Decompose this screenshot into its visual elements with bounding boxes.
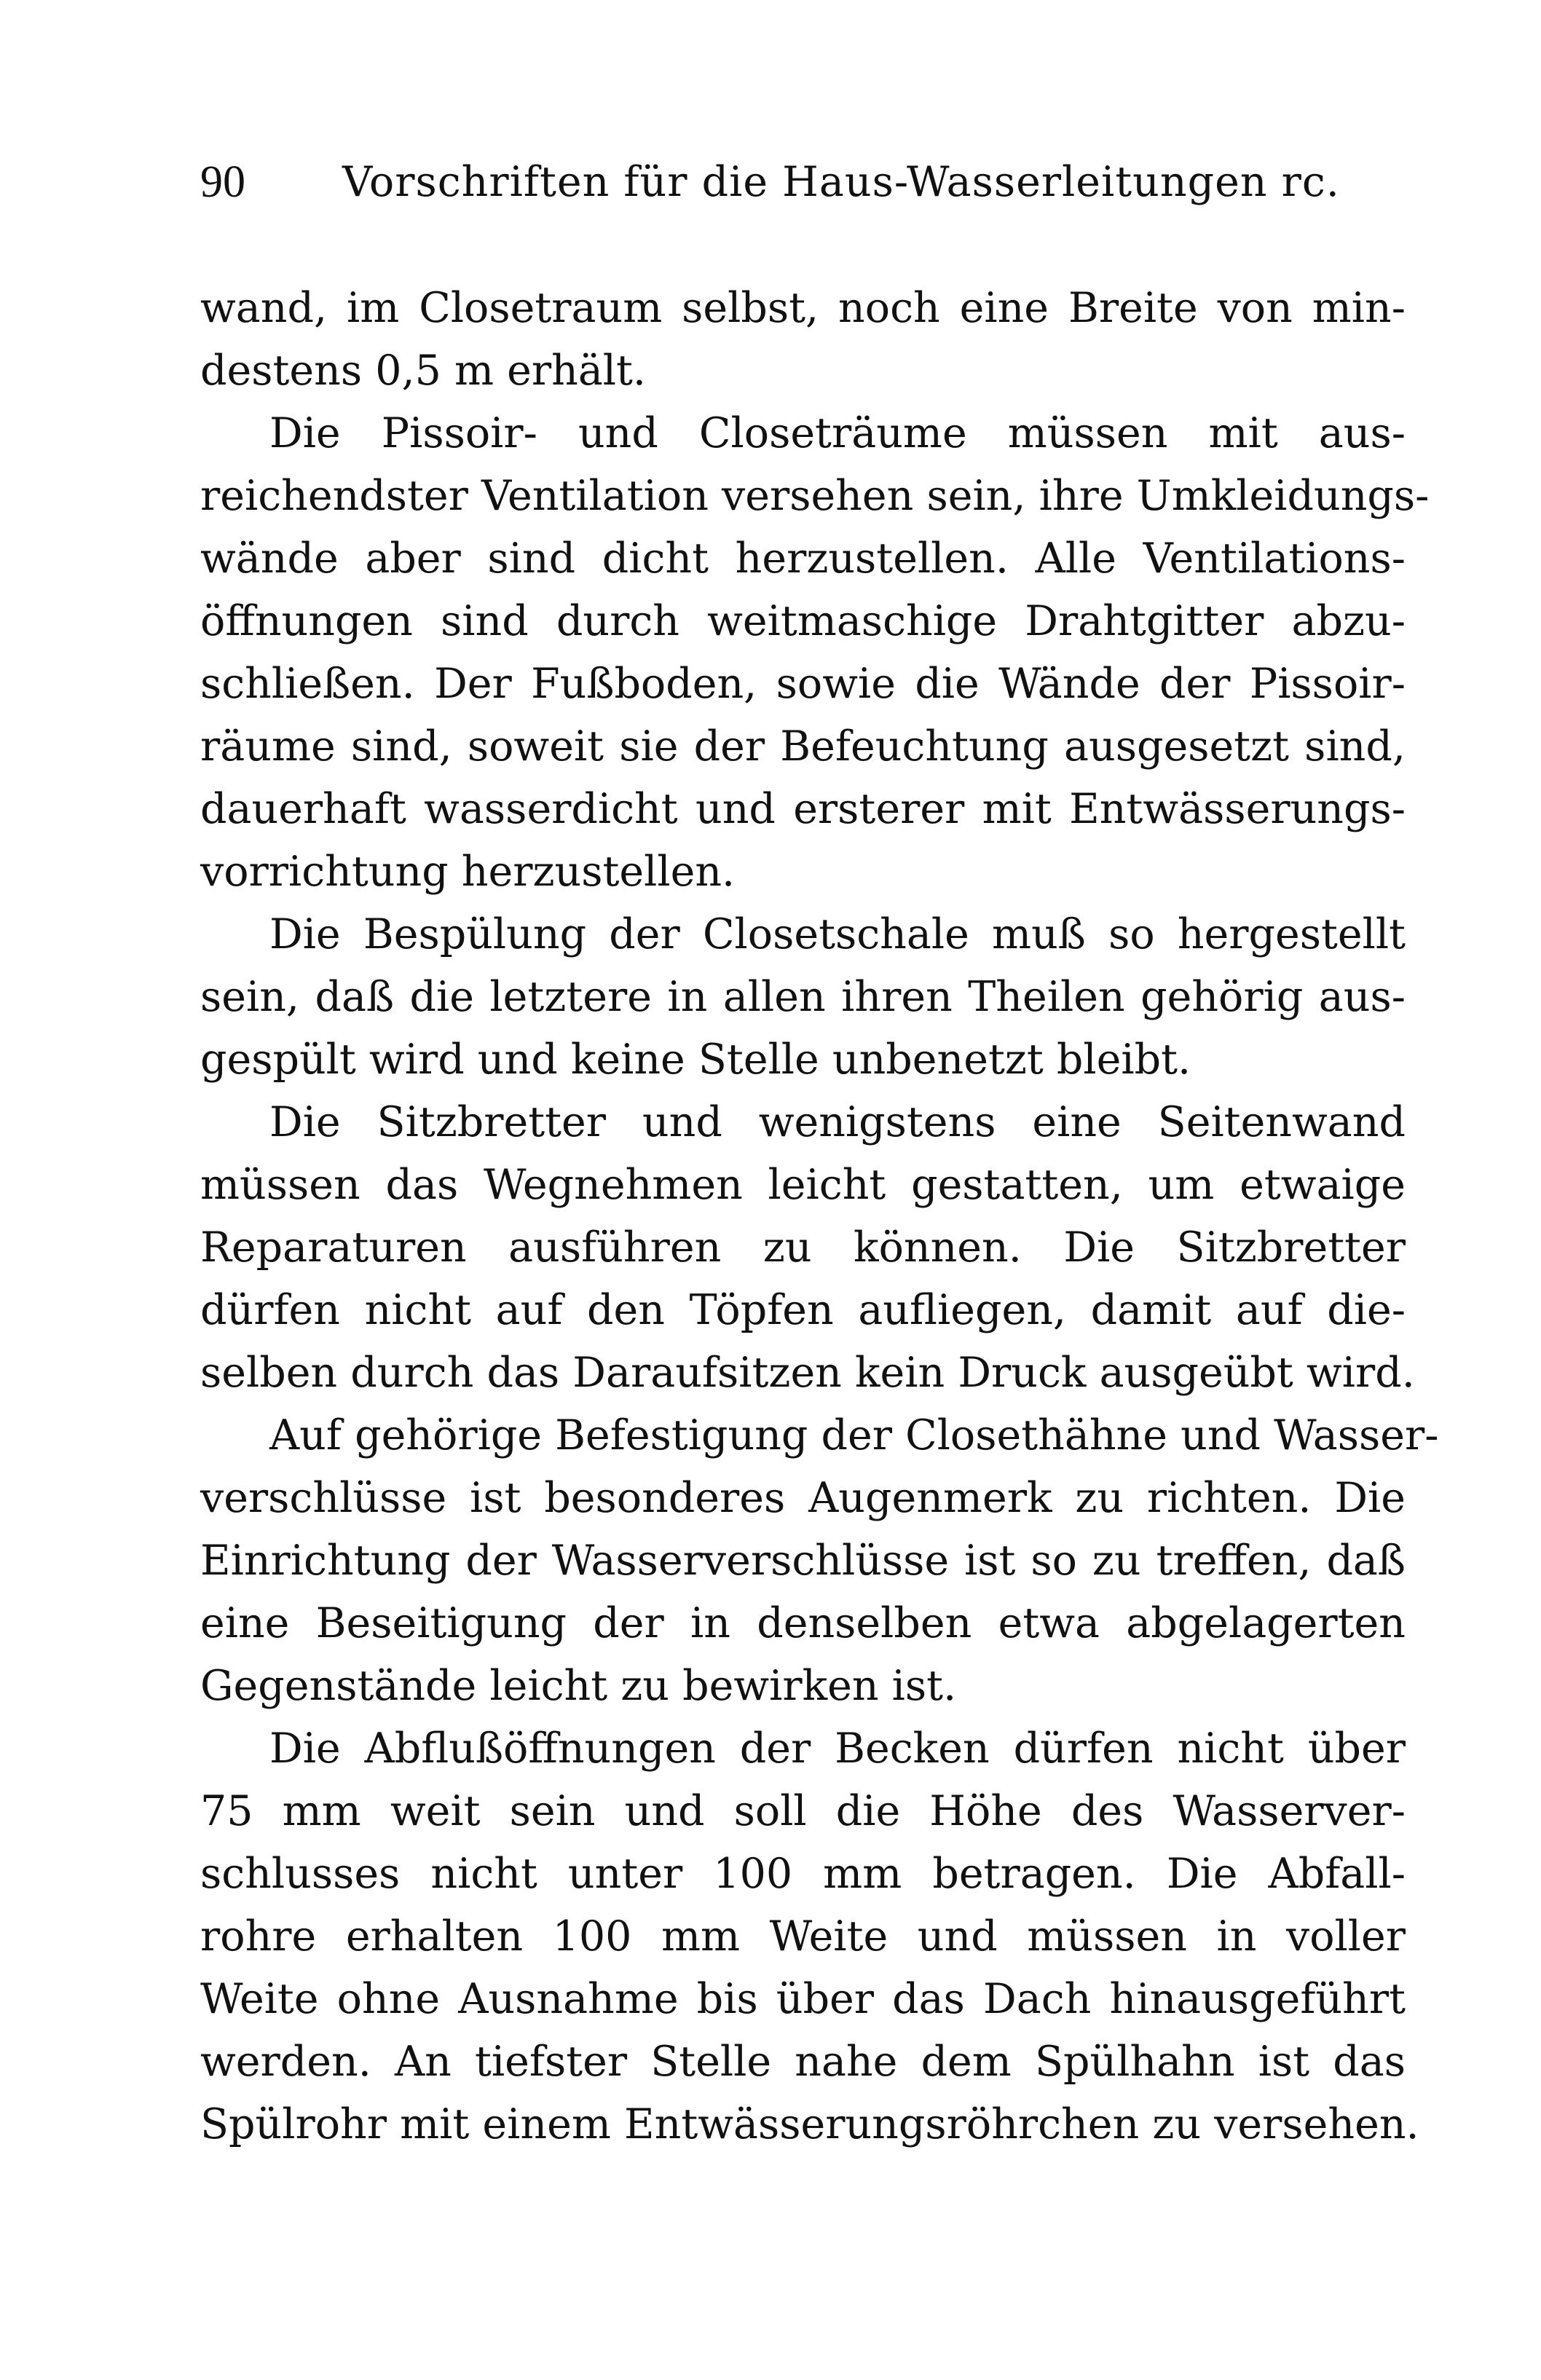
text-line: Die Sitzbretter und wenigstens eine Seitenwand (269, 1098, 1406, 1146)
text-line: destens 0,5 m erhält. (200, 347, 647, 395)
text-line: schlusses nicht unter 100 mm betragen. Die Abfall- (200, 1850, 1406, 1898)
text-line: Die Abflußöffnungen der Becken dürfen nicht über (269, 1725, 1406, 1773)
text-line: eine Beseitigung der in denselben etwa abgelagerten (200, 1599, 1406, 1647)
text-line: dürfen nicht auf den Töpfen aufliegen, damit auf die- (200, 1286, 1406, 1334)
text-line: Spülrohr mit einem Entwässerungsröhrchen zu versehen. (200, 2100, 1419, 2148)
text-line: vorrichtung herzustellen. (200, 848, 736, 896)
text-line: Die Bespülung der Closetschale muß so hergestellt (269, 910, 1406, 958)
text-line: wand, im Closetraum selbst, noch eine Breite von min- (200, 284, 1406, 332)
text-line: Die Pissoir- und Closeträume müssen mit aus- (269, 409, 1406, 457)
page-number: 90 (200, 157, 245, 207)
text-line: Gegenstände leicht zu bewirken ist. (200, 1662, 957, 1710)
text-line: 75 mm weit sein und soll die Höhe des Wasserver- (200, 1787, 1406, 1835)
text-line: Reparaturen ausführen zu können. Die Sitzbretter (200, 1224, 1406, 1272)
text-line: selben durch das Daraufsitzen kein Druck ausgeübt wird. (200, 1349, 1415, 1397)
text-line: rohre erhalten 100 mm Weite und müssen in voller (200, 1912, 1406, 1961)
text-line: gespült wird und keine Stelle unbenetzt bleibt. (200, 1036, 1191, 1084)
text-line: müssen das Wegnehmen leicht gestatten, um etwaige (200, 1161, 1406, 1209)
text-line: dauerhaft wasserdicht und ersterer mit Entwässerungs- (200, 785, 1406, 833)
text-line: öffnungen sind durch weitmaschige Drahtgitter abzu- (200, 597, 1406, 645)
body-text (200, 277, 1439, 2156)
text-line: Weite ohne Ausnahme bis über das Dach hinausgeführt (200, 1975, 1406, 2023)
text-line: werden. An tiefster Stelle nahe dem Spülhahn ist das (200, 2038, 1406, 2086)
text-line: wände aber sind dicht herzustellen. Alle Ventilations- (200, 535, 1406, 583)
text-line: schließen. Der Fußboden, sowie die Wände der Pissoir- (200, 660, 1406, 708)
text-line: Einrichtung der Wasserverschlüsse ist so zu treffen, daß (200, 1537, 1406, 1585)
text-line: Auf gehörige Befestigung der Closethähne und Wasser- (269, 1411, 1439, 1459)
text-line: räume sind, soweit sie der Befeuchtung ausgesetzt sind, (200, 722, 1406, 771)
text-line: verschlüsse ist besonderes Augenmerk zu richten. Die (200, 1474, 1406, 1522)
text-line: reichendster Ventilation versehen sein, ihre Umkleidungs- (200, 472, 1430, 520)
text-line: sein, daß die letztere in allen ihren Theilen gehörig aus- (200, 973, 1406, 1021)
running-title: Vorschriften für die Haus-Wasserleitungen rc. (342, 158, 1340, 206)
page-header (200, 153, 1406, 211)
